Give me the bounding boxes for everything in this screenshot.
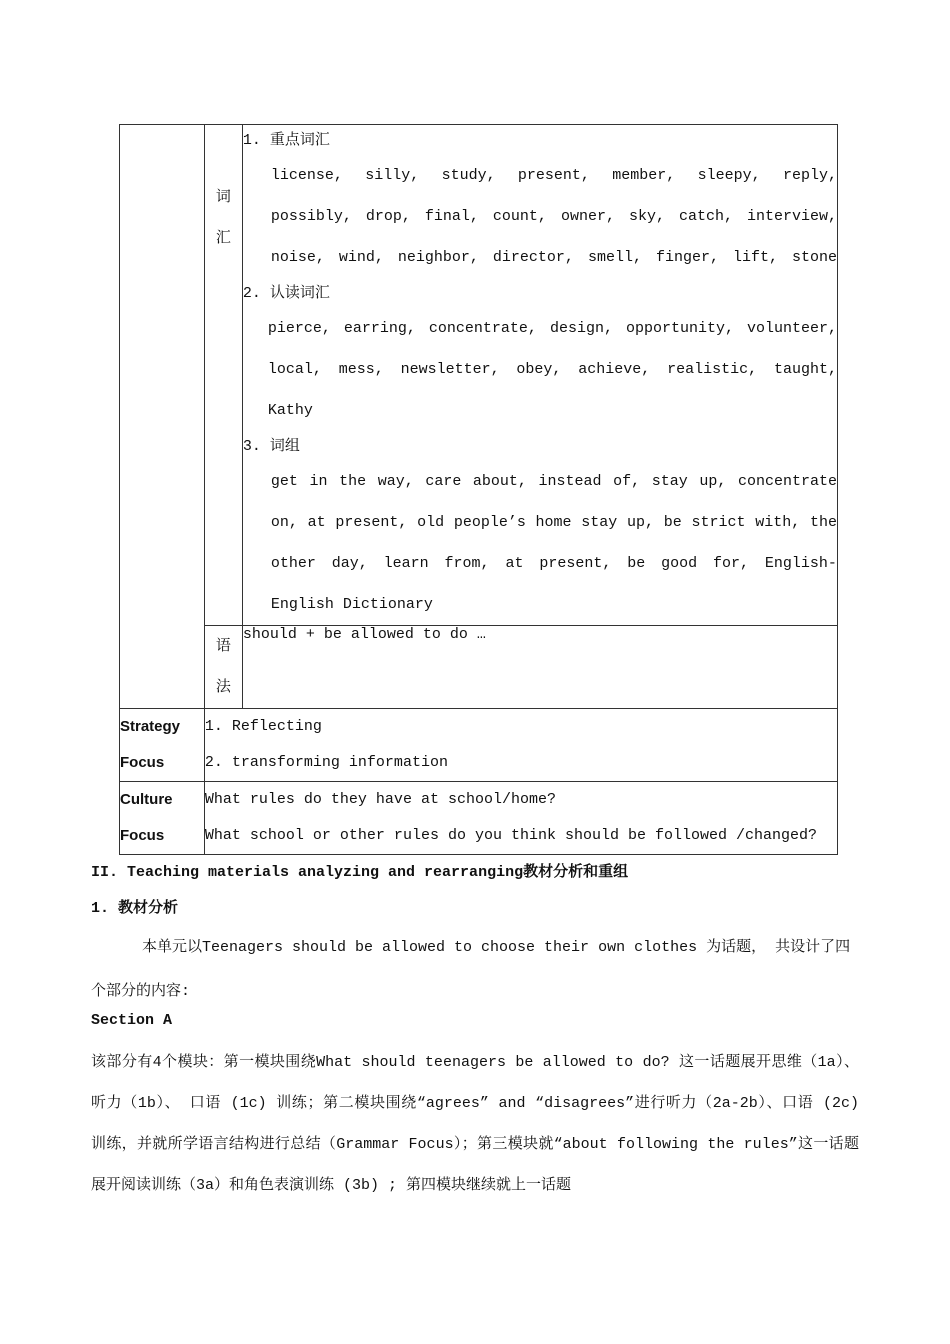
vocab-word: sky, xyxy=(628,208,665,225)
vocab-word: English Dictionary xyxy=(270,596,433,613)
vocab-word: final, xyxy=(424,208,479,225)
section-a-paragraph: 该部分有4个模块：第一模块围绕What should teenagers be allowed to do? 这一话题展开思维（1a）、听力（1b）、 口语 (1c) 训练；第二模块围绕“agrees” and “disagrees”进行听力（2a-2b）、口语 (2c) 训练，并就所学语言结构进行总结（Grammar Focus）；第三模块就“about following the rules”这一话题展开阅读训练（3a）和角色表演训练 (3b) ; 第四模块继续就上一话题 xyxy=(91,1054,859,1194)
vocab-word: Kathy xyxy=(267,402,313,419)
key-vocab-words xyxy=(243,155,837,278)
vocab-word: interview, xyxy=(746,208,837,225)
vocab-word: taught, xyxy=(773,361,837,378)
strategy-label-1: Strategy xyxy=(120,718,181,735)
vocab-word: realistic, xyxy=(667,361,758,378)
vocab-word: English- xyxy=(764,555,837,572)
culture-label-1: Culture xyxy=(120,791,173,808)
vocab-word: way, xyxy=(377,473,414,490)
grammar-content-cell xyxy=(242,626,837,709)
vocab-word: the xyxy=(339,473,367,490)
vocab-word: learn xyxy=(383,555,429,572)
culture-content-cell xyxy=(204,782,837,855)
strategy-item-2: 2. transforming information xyxy=(204,754,448,771)
vocab-line xyxy=(271,543,837,584)
vocab-word: reply, xyxy=(782,167,837,184)
vocab-line xyxy=(271,461,837,502)
phrases-words xyxy=(243,461,837,625)
culture-line-2: What school or other rules do you think should be followed /changed? xyxy=(204,827,818,844)
strategy-item-1: 1. Reflecting xyxy=(204,718,322,735)
vocab-word: of, xyxy=(613,473,641,490)
vocab-word: pierce, xyxy=(267,320,331,337)
vocab-word: stay xyxy=(651,473,688,490)
vocab-word: at xyxy=(307,514,326,531)
vocab-word: up, xyxy=(699,473,727,490)
vocab-word: strict xyxy=(691,514,746,531)
vocab-word: drop, xyxy=(365,208,411,225)
grammar-row xyxy=(120,626,838,709)
vocab-word: design, xyxy=(549,320,613,337)
vocab-line xyxy=(271,196,837,237)
vocab-word: in xyxy=(309,473,328,490)
vocab-word: local, xyxy=(267,361,322,378)
vocab-word: sleepy, xyxy=(697,167,761,184)
recognition-vocab-title: 2. 认读词汇 xyxy=(242,285,330,302)
vocab-word: member, xyxy=(612,167,676,184)
vocab-word: be xyxy=(663,514,682,531)
vocab-word: care xyxy=(425,473,462,490)
vocab-word: at xyxy=(505,555,524,572)
vocab-label xyxy=(205,125,242,259)
vocab-word: people’s xyxy=(453,514,526,531)
grammar-label-cell xyxy=(204,626,242,709)
vocab-word: about, xyxy=(472,473,527,490)
section-heading: II. Teaching materials analyzing and rearranging教材分析和重组 xyxy=(91,864,629,881)
vocab-word: volunteer, xyxy=(746,320,837,337)
strategy-label-cell xyxy=(120,709,205,782)
vocab-word: wind, xyxy=(338,249,384,266)
vocab-word: lift, xyxy=(732,249,778,266)
vocab-word: possibly, xyxy=(270,208,352,225)
vocab-label-top: 词 xyxy=(215,189,231,206)
vocab-word: catch, xyxy=(678,208,733,225)
vocab-word: on, xyxy=(270,514,298,531)
vocab-word: finger, xyxy=(655,249,719,266)
vocab-word: concentrate, xyxy=(428,320,537,337)
vocab-line xyxy=(271,237,837,278)
vocab-line xyxy=(271,155,837,196)
vocab-line xyxy=(271,502,837,543)
vocab-line xyxy=(268,390,837,431)
vocab-word: concentrate xyxy=(737,473,837,490)
vocab-word: owner, xyxy=(560,208,615,225)
grammar-label xyxy=(205,626,242,708)
vocab-word: good xyxy=(661,555,698,572)
vocab-word: opportunity, xyxy=(625,320,734,337)
vocab-word: neighbor, xyxy=(397,249,479,266)
strategy-content-cell xyxy=(204,709,837,782)
grammar-label-top: 语 xyxy=(215,638,231,655)
empty-cell xyxy=(120,125,205,709)
vocab-content-cell xyxy=(242,125,837,626)
phrases-title: 3. 词组 xyxy=(242,438,300,455)
vocab-word: home xyxy=(535,514,572,531)
vocab-word: with, xyxy=(755,514,801,531)
sub-heading: 1. 教材分析 xyxy=(91,900,179,917)
vocab-line xyxy=(268,349,837,390)
vocab-word: noise, xyxy=(270,249,325,266)
vocab-word: be xyxy=(627,555,646,572)
vocab-word: count, xyxy=(492,208,547,225)
vocab-line xyxy=(271,584,837,625)
section-a-title: Section A xyxy=(91,1012,173,1029)
culture-row xyxy=(120,782,838,855)
key-vocab-title: 1. 重点词汇 xyxy=(242,132,330,149)
vocab-word: achieve, xyxy=(578,361,651,378)
vocab-word: get xyxy=(270,473,298,490)
vocab-word: from, xyxy=(444,555,490,572)
vocab-label-bottom: 汇 xyxy=(215,230,231,247)
recognition-vocab-words xyxy=(243,308,837,431)
vocab-word: day, xyxy=(331,555,368,572)
vocab-word: earring, xyxy=(343,320,416,337)
grammar-label-bottom: 法 xyxy=(215,679,231,696)
culture-label-2: Focus xyxy=(120,827,165,844)
vocab-word: other xyxy=(270,555,316,572)
grammar-text: should + be allowed to do … xyxy=(242,626,486,643)
vocab-word: obey, xyxy=(516,361,562,378)
vocab-row xyxy=(120,125,838,626)
lesson-plan-table xyxy=(119,124,838,855)
strategy-label-2: Focus xyxy=(120,754,165,771)
vocab-word: newsletter, xyxy=(400,361,500,378)
culture-line-1: What rules do they have at school/home? xyxy=(204,791,556,808)
vocab-word: smell, xyxy=(587,249,642,266)
vocab-word: stone xyxy=(791,249,837,266)
strategy-row xyxy=(120,709,838,782)
vocab-word: present, xyxy=(539,555,612,572)
vocab-label-cell xyxy=(204,125,242,626)
vocab-word: silly, xyxy=(365,167,420,184)
vocab-word: old xyxy=(417,514,445,531)
vocab-word: license, xyxy=(270,167,343,184)
vocab-word: for, xyxy=(713,555,750,572)
vocab-word: present, xyxy=(335,514,408,531)
culture-label-cell xyxy=(120,782,205,855)
vocab-word: director, xyxy=(492,249,574,266)
vocab-word: the xyxy=(809,514,837,531)
vocab-word: present, xyxy=(517,167,590,184)
vocab-word: instead xyxy=(538,473,602,490)
vocab-word: mess, xyxy=(338,361,384,378)
vocab-word: stay xyxy=(581,514,618,531)
vocab-word: study, xyxy=(441,167,496,184)
vocab-word: up, xyxy=(627,514,655,531)
intro-paragraph: 本单元以Teenagers should be allowed to choose their own clothes 为话题， 共设计了四个部分的内容: xyxy=(91,939,851,1000)
vocab-line xyxy=(268,308,837,349)
